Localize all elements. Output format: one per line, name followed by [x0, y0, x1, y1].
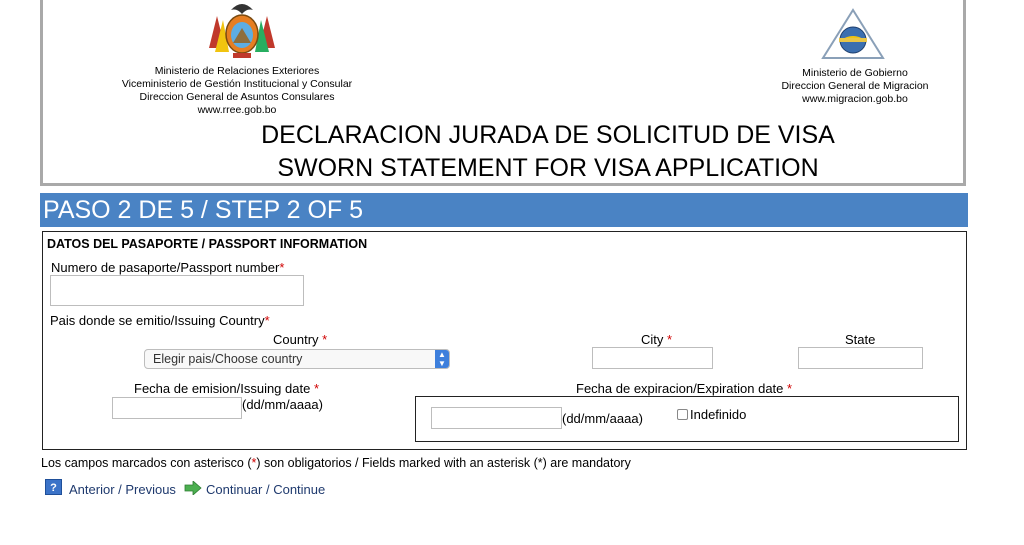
ministry-line: Ministerio de Relaciones Exteriores	[154, 65, 320, 77]
page-title-en: SWORN STATEMENT FOR VISA APPLICATION	[277, 154, 819, 182]
continue-link[interactable]: Continuar / Continue	[206, 482, 326, 497]
country-select-value: Elegir pais/Choose country	[153, 352, 303, 366]
city-label	[641, 332, 672, 347]
country-select[interactable]	[144, 349, 450, 369]
green-arrow-right-icon[interactable]	[184, 481, 202, 495]
ministry-url: www.rree.gob.bo	[197, 104, 277, 116]
issuing-date-format: (dd/mm/aaaa)	[242, 397, 323, 412]
expiration-date-label	[576, 381, 792, 396]
mandatory-note-before: Los campos marcados con asterisco (	[41, 456, 252, 470]
required-mark: *	[264, 313, 270, 328]
state-input[interactable]	[798, 347, 923, 369]
indefinite-label: Indefinido	[690, 407, 747, 422]
section-title: DATOS DEL PASAPORTE / PASSPORT INFORMATION	[47, 237, 368, 251]
mandatory-note-after: ) son obligatorios / Fields marked with an asterisk (*) are mandatory	[256, 456, 631, 470]
city-label-text: City	[641, 332, 664, 347]
previous-link[interactable]: Anterior / Previous	[69, 482, 176, 497]
required-mark: *	[667, 332, 673, 347]
ministry-line: Viceministerio de Gestión Institucional y Consular	[121, 78, 353, 90]
country-label	[273, 332, 327, 347]
ministry-line: Ministerio de Gobierno	[802, 67, 908, 79]
select-arrows-icon: ▲ ▼	[435, 350, 449, 368]
page-title-es: DECLARACION JURADA DE SOLICITUD DE VISA	[261, 121, 835, 149]
required-mark: *	[322, 332, 328, 347]
issuing-country-label	[50, 313, 270, 328]
state-label: State	[845, 332, 876, 347]
required-mark: *	[251, 456, 257, 470]
passport-number-label-text: Numero de pasaporte/Passport number	[51, 260, 280, 275]
indefinite-checkbox[interactable]	[677, 409, 688, 420]
mandatory-note	[41, 456, 631, 470]
city-input[interactable]	[592, 347, 713, 369]
required-mark: *	[279, 260, 285, 275]
help-icon[interactable]: ?	[45, 479, 62, 495]
issuing-date-label	[134, 381, 319, 396]
required-mark: *	[313, 381, 320, 396]
ministry-line: Direccion General de Asuntos Consulares	[139, 91, 335, 103]
issuing-date-input[interactable]	[112, 397, 242, 419]
migracion-emblem-icon	[819, 8, 887, 60]
right-ministry-info	[695, 67, 1015, 106]
step-indicator: PASO 2 DE 5 / STEP 2 OF 5	[40, 193, 968, 227]
issuing-country-label-text: Pais donde se emitio/Issuing Country	[50, 313, 265, 328]
required-mark: *	[787, 381, 793, 396]
expiration-date-input[interactable]	[431, 407, 562, 429]
bolivia-coat-of-arms-icon	[203, 0, 281, 62]
expiration-date-label-text: Fecha de expiracion/Expiration date	[576, 381, 784, 396]
page-header	[40, 0, 966, 186]
country-label-text: Country	[273, 332, 319, 347]
passport-number-input[interactable]	[50, 275, 304, 306]
expiration-date-format: (dd/mm/aaaa)	[562, 411, 643, 426]
issuing-date-label-text: Fecha de emision/Issuing date	[134, 381, 311, 396]
ministry-url: www.migracion.gob.bo	[802, 93, 908, 105]
left-ministry-info	[43, 65, 431, 117]
ministry-line: Direccion General de Migracion	[781, 80, 929, 92]
passport-number-label	[51, 260, 284, 275]
